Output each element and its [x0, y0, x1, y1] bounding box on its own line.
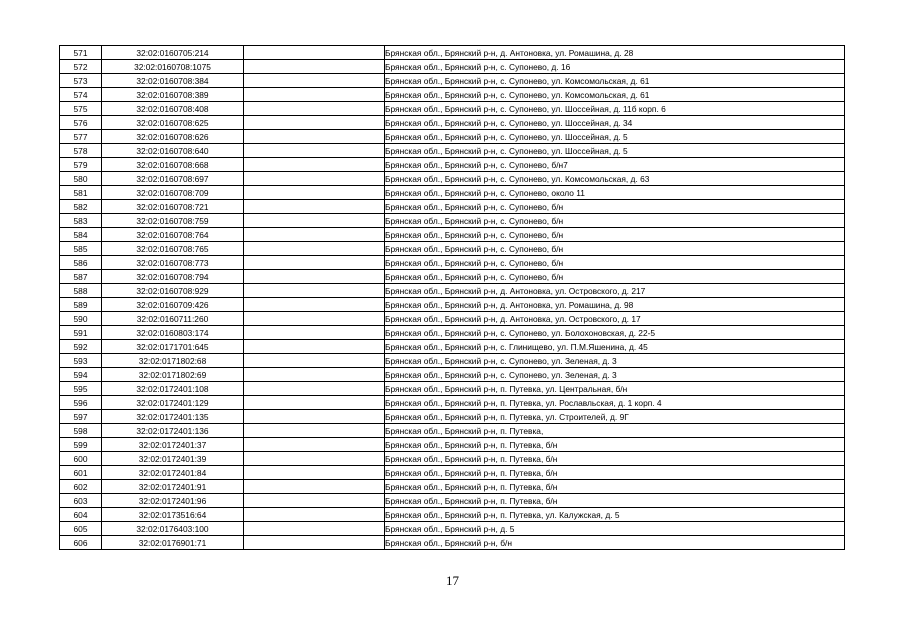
note-cell [244, 466, 385, 480]
cadastral-number-cell: 32:02:0160708:626 [102, 130, 244, 144]
cadastral-number-cell: 32:02:0160708:1075 [102, 60, 244, 74]
note-cell [244, 242, 385, 256]
cadastral-number-cell: 32:02:0172401:37 [102, 438, 244, 452]
address-cell: Брянская обл., Брянский р-н, с. Супонево, ул. Шоссейная, д. 5 [385, 144, 845, 158]
table-row [60, 200, 845, 214]
row-number-cell: 604 [60, 508, 102, 522]
cadastral-number-cell: 32:02:0160708:721 [102, 200, 244, 214]
note-cell [244, 522, 385, 536]
address-cell: Брянская обл., Брянский р-н, с. Супонево, б/н [385, 200, 845, 214]
address-cell: Брянская обл., Брянский р-н, с. Супонево, ул. Шоссейная, д. 11б корп. 6 [385, 102, 845, 116]
cadastral-number-cell: 32:02:0160709:426 [102, 298, 244, 312]
table-row [60, 368, 845, 382]
table-row [60, 522, 845, 536]
address-cell: Брянская обл., Брянский р-н, с. Супонево, ул. Болохоновская, д. 22-5 [385, 326, 845, 340]
table-row [60, 214, 845, 228]
cadastral-number-cell: 32:02:0176901:71 [102, 536, 244, 550]
row-number-cell: 583 [60, 214, 102, 228]
address-cell: Брянская обл., Брянский р-н, д. Антоновка, ул. Островского, д. 17 [385, 312, 845, 326]
note-cell [244, 452, 385, 466]
cadastral-number-cell: 32:02:0160708:794 [102, 270, 244, 284]
note-cell [244, 186, 385, 200]
table-row [60, 466, 845, 480]
table-row [60, 130, 845, 144]
cadastral-number-cell: 32:02:0160708:640 [102, 144, 244, 158]
row-number-cell: 602 [60, 480, 102, 494]
cadastral-number-cell: 32:02:0160711:260 [102, 312, 244, 326]
row-number-cell: 606 [60, 536, 102, 550]
address-cell: Брянская обл., Брянский р-н, п. Путевка, б/н [385, 438, 845, 452]
cadastral-number-cell: 32:02:0171802:69 [102, 368, 244, 382]
cadastral-number-cell: 32:02:0172401:136 [102, 424, 244, 438]
address-cell: Брянская обл., Брянский р-н, с. Супонево, ул. Зеленая, д. 3 [385, 368, 845, 382]
cadastral-number-cell: 32:02:0160708:709 [102, 186, 244, 200]
table-row [60, 382, 845, 396]
row-number-cell: 587 [60, 270, 102, 284]
address-cell: Брянская обл., Брянский р-н, п. Путевка, ул. Калужская, д. 5 [385, 508, 845, 522]
row-number-cell: 584 [60, 228, 102, 242]
note-cell [244, 256, 385, 270]
cadastral-number-cell: 32:02:0160708:389 [102, 88, 244, 102]
note-cell [244, 382, 385, 396]
row-number-cell: 578 [60, 144, 102, 158]
note-cell [244, 60, 385, 74]
address-cell: Брянская обл., Брянский р-н, с. Супонево, ул. Зеленая, д. 3 [385, 354, 845, 368]
table-row [60, 396, 845, 410]
page-number: 17 [446, 573, 459, 588]
cadastral-number-cell: 32:02:0173516:64 [102, 508, 244, 522]
address-cell: Брянская обл., Брянский р-н, с. Супонево, б/н [385, 228, 845, 242]
note-cell [244, 438, 385, 452]
row-number-cell: 571 [60, 46, 102, 60]
row-number-cell: 572 [60, 60, 102, 74]
table-row [60, 536, 845, 550]
table-row [60, 102, 845, 116]
table-row [60, 452, 845, 466]
cadastral-number-cell: 32:02:0176403:100 [102, 522, 244, 536]
cadastral-number-cell: 32:02:0172401:39 [102, 452, 244, 466]
table-row [60, 228, 845, 242]
address-cell: Брянская обл., Брянский р-н, п. Путевка, б/н [385, 480, 845, 494]
note-cell [244, 270, 385, 284]
row-number-cell: 577 [60, 130, 102, 144]
table-row [60, 74, 845, 88]
table-row [60, 284, 845, 298]
address-cell: Брянская обл., Брянский р-н, п. Путевка, б/н [385, 494, 845, 508]
row-number-cell: 595 [60, 382, 102, 396]
cadastral-number-cell: 32:02:0160708:697 [102, 172, 244, 186]
address-cell: Брянская обл., Брянский р-н, с. Супонево, ул. Комсомольская, д. 63 [385, 172, 845, 186]
address-cell: Брянская обл., Брянский р-н, с. Глинищево, ул. П.М.Яшенина, д. 45 [385, 340, 845, 354]
cadastral-number-cell: 32:02:0172401:108 [102, 382, 244, 396]
note-cell [244, 284, 385, 298]
table-row [60, 480, 845, 494]
row-number-cell: 591 [60, 326, 102, 340]
note-cell [244, 424, 385, 438]
address-cell: Брянская обл., Брянский р-н, п. Путевка, [385, 424, 845, 438]
note-cell [244, 158, 385, 172]
address-cell: Брянская обл., Брянский р-н, с. Супонево, б/н [385, 242, 845, 256]
row-number-cell: 603 [60, 494, 102, 508]
row-number-cell: 589 [60, 298, 102, 312]
table-row [60, 424, 845, 438]
row-number-cell: 588 [60, 284, 102, 298]
table-row [60, 60, 845, 74]
row-number-cell: 600 [60, 452, 102, 466]
address-cell: Брянская обл., Брянский р-н, с. Супонево, б/н [385, 270, 845, 284]
note-cell [244, 46, 385, 60]
table-row [60, 410, 845, 424]
row-number-cell: 590 [60, 312, 102, 326]
row-number-cell: 574 [60, 88, 102, 102]
row-number-cell: 575 [60, 102, 102, 116]
address-cell: Брянская обл., Брянский р-н, с. Супонево, д. 16 [385, 60, 845, 74]
row-number-cell: 573 [60, 74, 102, 88]
row-number-cell: 594 [60, 368, 102, 382]
address-cell: Брянская обл., Брянский р-н, с. Супонево, около 11 [385, 186, 845, 200]
note-cell [244, 354, 385, 368]
note-cell [244, 172, 385, 186]
note-cell [244, 298, 385, 312]
table-row [60, 494, 845, 508]
address-cell: Брянская обл., Брянский р-н, с. Супонево, ул. Комсомольская, д. 61 [385, 74, 845, 88]
row-number-cell: 586 [60, 256, 102, 270]
row-number-cell: 593 [60, 354, 102, 368]
table-row [60, 508, 845, 522]
note-cell [244, 494, 385, 508]
row-number-cell: 599 [60, 438, 102, 452]
address-cell: Брянская обл., Брянский р-н, с. Супонево, ул. Шоссейная, д. 5 [385, 130, 845, 144]
cadastral-number-cell: 32:02:0160708:929 [102, 284, 244, 298]
table-row [60, 144, 845, 158]
note-cell [244, 410, 385, 424]
table-row [60, 270, 845, 284]
table-row [60, 158, 845, 172]
row-number-cell: 579 [60, 158, 102, 172]
note-cell [244, 144, 385, 158]
note-cell [244, 312, 385, 326]
table-row [60, 186, 845, 200]
cadastral-number-cell: 32:02:0160708:764 [102, 228, 244, 242]
note-cell [244, 340, 385, 354]
note-cell [244, 508, 385, 522]
row-number-cell: 585 [60, 242, 102, 256]
address-cell: Брянская обл., Брянский р-н, д. Антоновка, ул. Ромашина, д. 98 [385, 298, 845, 312]
row-number-cell: 598 [60, 424, 102, 438]
cadastral-number-cell: 32:02:0160708:625 [102, 116, 244, 130]
address-cell: Брянская обл., Брянский р-н, п. Путевка, б/н [385, 452, 845, 466]
row-number-cell: 581 [60, 186, 102, 200]
note-cell [244, 116, 385, 130]
row-number-cell: 596 [60, 396, 102, 410]
table-row [60, 340, 845, 354]
note-cell [244, 368, 385, 382]
note-cell [244, 74, 385, 88]
cadastral-number-cell: 32:02:0172401:129 [102, 396, 244, 410]
address-cell: Брянская обл., Брянский р-н, п. Путевка, ул. Центральная, б/н [385, 382, 845, 396]
property-table-body [60, 46, 845, 550]
row-number-cell: 601 [60, 466, 102, 480]
note-cell [244, 102, 385, 116]
address-cell: Брянская обл., Брянский р-н, с. Супонево, ул. Комсомольская, д. 61 [385, 88, 845, 102]
address-cell: Брянская обл., Брянский р-н, д. Антоновка, ул. Островского, д. 217 [385, 284, 845, 298]
address-cell: Брянская обл., Брянский р-н, с. Супонево, б/н [385, 214, 845, 228]
note-cell [244, 88, 385, 102]
note-cell [244, 200, 385, 214]
note-cell [244, 396, 385, 410]
row-number-cell: 582 [60, 200, 102, 214]
cadastral-number-cell: 32:02:0172401:96 [102, 494, 244, 508]
cadastral-number-cell: 32:02:0160708:765 [102, 242, 244, 256]
table-row [60, 298, 845, 312]
cadastral-number-cell: 32:02:0160803:174 [102, 326, 244, 340]
note-cell [244, 214, 385, 228]
address-cell: Брянская обл., Брянский р-н, с. Супонево, ул. Шоссейная, д. 34 [385, 116, 845, 130]
table-row [60, 172, 845, 186]
table-row [60, 46, 845, 60]
table-row [60, 438, 845, 452]
row-number-cell: 576 [60, 116, 102, 130]
note-cell [244, 480, 385, 494]
cadastral-number-cell: 32:02:0160708:759 [102, 214, 244, 228]
cadastral-number-cell: 32:02:0171701:645 [102, 340, 244, 354]
table-row [60, 326, 845, 340]
row-number-cell: 592 [60, 340, 102, 354]
cadastral-number-cell: 32:02:0160708:384 [102, 74, 244, 88]
table-row [60, 256, 845, 270]
cadastral-number-cell: 32:02:0160705:214 [102, 46, 244, 60]
address-cell: Брянская обл., Брянский р-н, д. Антоновка, ул. Ромашина, д. 28 [385, 46, 845, 60]
address-cell: Брянская обл., Брянский р-н, п. Путевка, б/н [385, 466, 845, 480]
cadastral-number-cell: 32:02:0172401:84 [102, 466, 244, 480]
table-row [60, 242, 845, 256]
table-row [60, 354, 845, 368]
note-cell [244, 228, 385, 242]
address-cell: Брянская обл., Брянский р-н, п. Путевка, ул. Строителей, д. 9Г [385, 410, 845, 424]
address-cell: Брянская обл., Брянский р-н, с. Супонево, б/н [385, 256, 845, 270]
property-table [59, 45, 845, 550]
address-cell: Брянская обл., Брянский р-н, д. 5 [385, 522, 845, 536]
table-row [60, 88, 845, 102]
note-cell [244, 536, 385, 550]
row-number-cell: 605 [60, 522, 102, 536]
cadastral-number-cell: 32:02:0160708:773 [102, 256, 244, 270]
row-number-cell: 580 [60, 172, 102, 186]
row-number-cell: 597 [60, 410, 102, 424]
cadastral-number-cell: 32:02:0160708:668 [102, 158, 244, 172]
address-cell: Брянская обл., Брянский р-н, с. Супонево, б/н7 [385, 158, 845, 172]
cadastral-number-cell: 32:02:0172401:91 [102, 480, 244, 494]
address-cell: Брянская обл., Брянский р-н, п. Путевка, ул. Рославльская, д. 1 корп. 4 [385, 396, 845, 410]
cadastral-number-cell: 32:02:0171802:68 [102, 354, 244, 368]
note-cell [244, 326, 385, 340]
table-row [60, 312, 845, 326]
cadastral-number-cell: 32:02:0172401:135 [102, 410, 244, 424]
address-cell: Брянская обл., Брянский р-н, б/н [385, 536, 845, 550]
cadastral-number-cell: 32:02:0160708:408 [102, 102, 244, 116]
table-row [60, 116, 845, 130]
note-cell [244, 130, 385, 144]
